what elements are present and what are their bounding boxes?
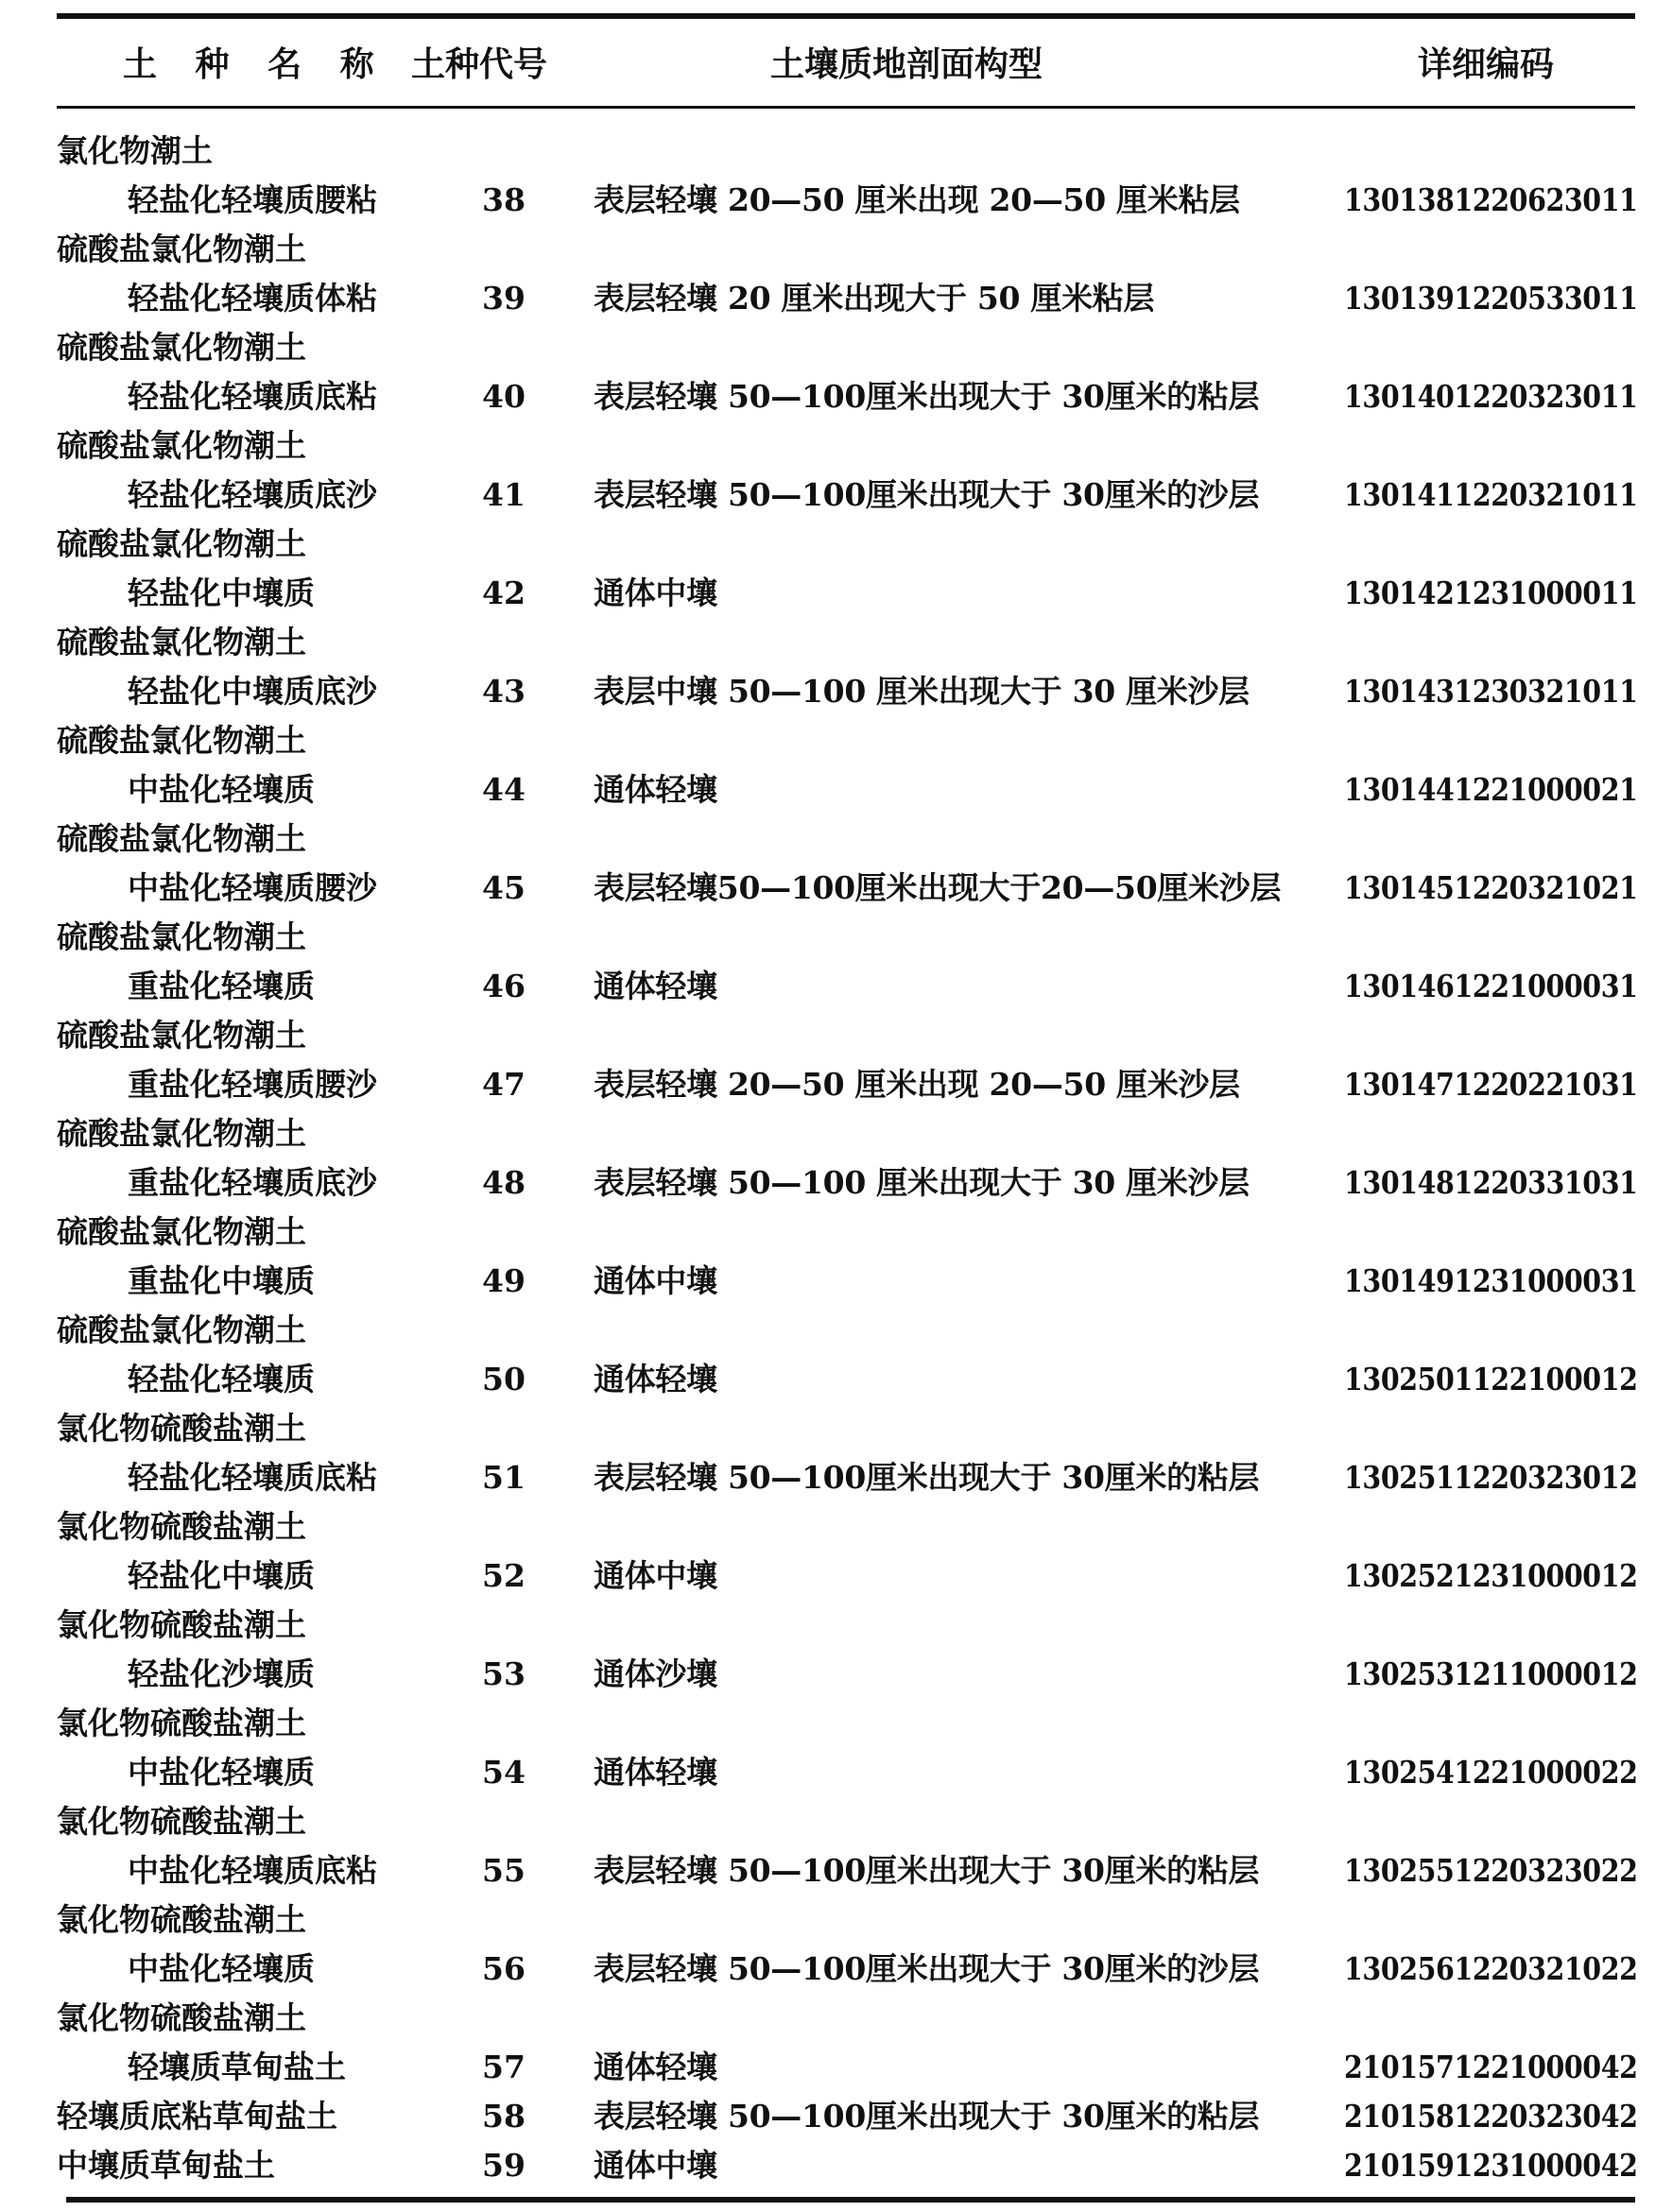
soil-name: 氯化物硫酸盐潮土 (57, 1606, 306, 1643)
soil-name: 重盐化轻壤质底沙 (128, 1164, 377, 1201)
soil-code: 39 (482, 280, 526, 317)
soil-code: 41 (482, 476, 526, 513)
detail-code: 1301451220321021 (1344, 869, 1638, 906)
table-row (0, 1945, 1655, 1994)
soil-name: 轻盐化轻壤质 (128, 1361, 315, 1398)
soil-name: 轻盐化轻壤质底粘 (128, 378, 377, 415)
soil-code: 57 (482, 2049, 526, 2085)
soil-name: 轻盐化中壤质 (128, 574, 315, 611)
soil-name: 氯化物硫酸盐潮土 (57, 1508, 306, 1545)
profile-description: 表层中壤 50—100 厘米出现大于 30 厘米沙层 (594, 673, 1250, 710)
detail-code: 1302531211000012 (1344, 1655, 1638, 1692)
soil-name: 轻盐化轻壤质底沙 (128, 476, 377, 513)
soil-code: 48 (482, 1164, 526, 1201)
soil-name: 硫酸盐氯化物潮土 (57, 329, 306, 366)
table-row (0, 1404, 1655, 1453)
soil-name: 氯化物潮土 (57, 132, 213, 169)
profile-description: 表层轻壤 50—100 厘米出现大于 30 厘米沙层 (594, 1164, 1250, 1201)
soil-name: 硫酸盐氯化物潮土 (57, 918, 306, 955)
table-row (0, 1257, 1655, 1306)
profile-description: 通体轻壤 (594, 771, 717, 808)
detail-code: 1301401220323011 (1344, 378, 1638, 415)
soil-name: 氯化物硫酸盐潮土 (57, 1803, 306, 1840)
table-row (0, 1699, 1655, 1748)
profile-description: 表层轻壤 50—100厘米出现大于 30厘米的粘层 (594, 2098, 1260, 2135)
soil-code: 40 (482, 378, 526, 415)
table-row (0, 2092, 1655, 2141)
soil-name: 硫酸盐氯化物潮土 (57, 231, 306, 267)
table-row (0, 1552, 1655, 1601)
soil-name: 轻盐化轻壤质腰粘 (128, 181, 377, 218)
detail-code: 1302561220321022 (1344, 1950, 1638, 1987)
soil-code: 49 (482, 1262, 526, 1299)
soil-name: 轻盐化中壤质底沙 (128, 673, 377, 710)
table-row (0, 1158, 1655, 1208)
profile-description: 通体中壤 (594, 1262, 717, 1299)
table-row (0, 2141, 1655, 2190)
soil-name: 硫酸盐氯化物潮土 (57, 624, 306, 660)
soil-code: 58 (482, 2098, 526, 2135)
soil-code: 47 (482, 1066, 526, 1103)
table-row (0, 1895, 1655, 1945)
detail-code: 1302551220323022 (1344, 1852, 1638, 1889)
table-row (0, 225, 1655, 274)
table-row (0, 520, 1655, 569)
soil-name: 硫酸盐氯化物潮土 (57, 1017, 306, 1054)
header-soil-name: 土 种 名 称 (123, 44, 388, 84)
profile-description: 通体中壤 (594, 574, 717, 611)
table-row (0, 765, 1655, 814)
soil-code: 53 (482, 1655, 526, 1692)
soil-code: 45 (482, 869, 526, 906)
soil-code: 59 (482, 2147, 526, 2184)
soil-code: 46 (482, 968, 526, 1004)
soil-name: 轻壤质草甸盐土 (128, 2049, 346, 2085)
detail-code: 1301381220623011 (1344, 181, 1638, 218)
detail-code: 1302541221000022 (1344, 1754, 1638, 1791)
profile-description: 通体中壤 (594, 1557, 717, 1594)
header-rule (57, 106, 1635, 109)
table-row (0, 274, 1655, 323)
table-row (0, 372, 1655, 421)
soil-code: 50 (482, 1361, 526, 1398)
soil-name: 硫酸盐氯化物潮土 (57, 722, 306, 759)
table-row (0, 814, 1655, 864)
detail-code: 2101571221000042 (1344, 2049, 1638, 2085)
table-row (0, 1502, 1655, 1552)
table-row (0, 1748, 1655, 1797)
table-row (0, 1846, 1655, 1895)
header-soil-code: 土种代号 (411, 44, 548, 84)
soil-name: 轻盐化轻壤质底粘 (128, 1459, 377, 1496)
soil-name: 硫酸盐氯化物潮土 (57, 1312, 306, 1348)
profile-description: 通体轻壤 (594, 2049, 717, 2085)
table-row (0, 569, 1655, 618)
detail-code: 2101581220323042 (1344, 2098, 1638, 2135)
profile-description: 表层轻壤 50—100厘米出现大于 30厘米的粘层 (594, 378, 1260, 415)
top-rule (57, 13, 1635, 19)
soil-code: 43 (482, 673, 526, 710)
profile-description: 表层轻壤 20 厘米出现大于 50 厘米粘层 (594, 280, 1155, 317)
soil-name: 硫酸盐氯化物潮土 (57, 1213, 306, 1250)
table-row (0, 2043, 1655, 2092)
soil-code: 52 (482, 1557, 526, 1594)
detail-code: 1301471220221031 (1344, 1066, 1638, 1103)
soil-name: 重盐化中壤质 (128, 1262, 315, 1299)
soil-code: 55 (482, 1852, 526, 1889)
profile-description: 通体轻壤 (594, 968, 717, 1004)
table-row (0, 1797, 1655, 1846)
detail-code: 1301491231000031 (1344, 1262, 1638, 1299)
table-row (0, 1060, 1655, 1109)
detail-code: 1301431230321011 (1344, 673, 1638, 710)
soil-name: 轻盐化中壤质 (128, 1557, 315, 1594)
table-row (0, 913, 1655, 962)
profile-description: 通体轻壤 (594, 1754, 717, 1791)
soil-name: 重盐化轻壤质 (128, 968, 315, 1004)
soil-name: 硫酸盐氯化物潮土 (57, 820, 306, 857)
profile-description: 通体沙壤 (594, 1655, 717, 1692)
detail-code: 1301441221000021 (1344, 771, 1638, 808)
profile-description: 表层轻壤 20—50 厘米出现 20—50 厘米粘层 (594, 181, 1240, 218)
profile-description: 表层轻壤 50—100厘米出现大于 30厘米的沙层 (594, 1950, 1260, 1987)
table-row (0, 1306, 1655, 1355)
table-row (0, 1994, 1655, 2043)
soil-name: 重盐化轻壤质腰沙 (128, 1066, 377, 1103)
soil-name: 硫酸盐氯化物潮土 (57, 525, 306, 562)
soil-name: 氯化物硫酸盐潮土 (57, 1999, 306, 2036)
table-row (0, 1650, 1655, 1699)
soil-code: 44 (482, 771, 526, 808)
bottom-rule (66, 2197, 1635, 2203)
soil-name: 硫酸盐氯化物潮土 (57, 427, 306, 464)
soil-name: 氯化物硫酸盐潮土 (57, 1410, 306, 1447)
profile-description: 表层轻壤50—100厘米出现大于20—50厘米沙层 (594, 869, 1282, 906)
detail-code: 1301421231000011 (1344, 574, 1638, 611)
profile-description: 通体中壤 (594, 2147, 717, 2184)
soil-name: 中壤质草甸盐土 (57, 2147, 275, 2184)
table-row (0, 323, 1655, 372)
soil-code: 54 (482, 1754, 526, 1791)
soil-name: 氯化物硫酸盐潮土 (57, 1705, 306, 1741)
detail-code: 1301411220321011 (1344, 476, 1638, 513)
header-profile: 土壤质地剖面构型 (770, 44, 1043, 84)
detail-code: 1302501122100012 (1344, 1361, 1638, 1398)
soil-name: 轻壤质底粘草甸盐土 (57, 2098, 337, 2135)
detail-code: 1301391220533011 (1344, 280, 1638, 317)
soil-name: 氯化物硫酸盐潮土 (57, 1901, 306, 1938)
soil-code: 56 (482, 1950, 526, 1987)
table-row (0, 1208, 1655, 1257)
table-row (0, 962, 1655, 1011)
soil-name: 中盐化轻壤质底粘 (128, 1852, 377, 1889)
soil-name: 中盐化轻壤质 (128, 1950, 315, 1987)
soil-name: 硫酸盐氯化物潮土 (57, 1115, 306, 1152)
table-row (0, 1011, 1655, 1060)
soil-code: 51 (482, 1459, 526, 1496)
table-row (0, 716, 1655, 765)
table-row (0, 1453, 1655, 1502)
profile-description: 表层轻壤 50—100厘米出现大于 30厘米的粘层 (594, 1852, 1260, 1889)
table-row (0, 421, 1655, 471)
table-row (0, 667, 1655, 716)
profile-description: 表层轻壤 20—50 厘米出现 20—50 厘米沙层 (594, 1066, 1240, 1103)
soil-name: 轻盐化沙壤质 (128, 1655, 315, 1692)
table-row (0, 618, 1655, 667)
profile-description: 表层轻壤 50—100厘米出现大于 30厘米的沙层 (594, 476, 1260, 513)
soil-name: 中盐化轻壤质 (128, 1754, 315, 1791)
detail-code: 1301481220331031 (1344, 1164, 1638, 1201)
profile-description: 通体轻壤 (594, 1361, 717, 1398)
detail-code: 1302511220323012 (1344, 1459, 1638, 1496)
table-row (0, 1355, 1655, 1404)
table-row (0, 864, 1655, 913)
table-row (0, 176, 1655, 225)
detail-code: 2101591231000042 (1344, 2147, 1638, 2184)
header-detail-code: 详细编码 (1418, 44, 1555, 84)
soil-name: 轻盐化轻壤质体粘 (128, 280, 377, 317)
profile-description: 表层轻壤 50—100厘米出现大于 30厘米的粘层 (594, 1459, 1260, 1496)
soil-name: 中盐化轻壤质腰沙 (128, 869, 377, 906)
soil-name: 中盐化轻壤质 (128, 771, 315, 808)
table-row (0, 127, 1655, 176)
table-row (0, 1601, 1655, 1650)
table-row (0, 471, 1655, 520)
detail-code: 1302521231000012 (1344, 1557, 1638, 1594)
detail-code: 1301461221000031 (1344, 968, 1638, 1004)
soil-code: 38 (482, 181, 526, 218)
table-row (0, 1109, 1655, 1158)
soil-code: 42 (482, 574, 526, 611)
